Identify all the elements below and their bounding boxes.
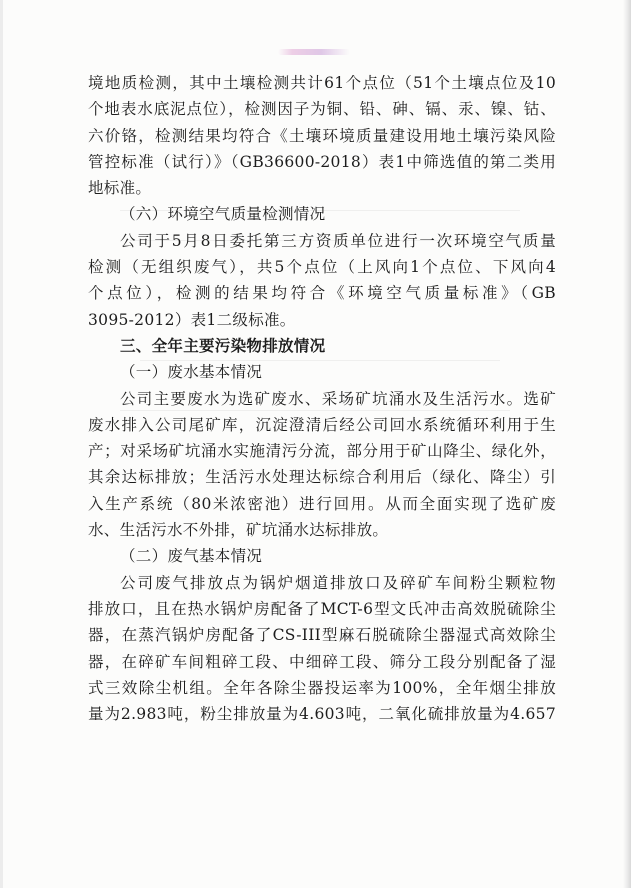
text-line: 3095-2012）表1二级标准。 bbox=[88, 310, 296, 329]
text-line: 六价铬，检测结果均符合《土壤环境质量建设用地土壤污染风险 bbox=[88, 126, 556, 145]
text-line: 公司废气排放点为锅炉烟道排放口及碎矿车间粉尘颗粒物 bbox=[120, 573, 556, 592]
section-heading-wastewater: （一）废水基本情况 bbox=[120, 363, 263, 382]
text-line: 器，在碎矿车间粗碎工段、中细碎工段、筛分工段分别配备了湿 bbox=[88, 652, 556, 671]
text-line: 入生产系统（80米浓密池）进行回用。从而全面实现了选矿废 bbox=[88, 494, 556, 513]
paragraph-air-testing bbox=[88, 228, 556, 333]
paragraph-waste-gas bbox=[88, 570, 556, 728]
text-line: 量为2.983吨，粉尘排放量为4.603吨，二氧化硫排放量为4.657 bbox=[88, 705, 556, 724]
text-line: 废水排入公司尾矿库，沉淀澄清后经公司回水系统循环利用于生 bbox=[88, 415, 556, 434]
text-line: 其余达标排放；生活污水处理达标综合利用后（绿化、降尘）引 bbox=[88, 468, 556, 487]
text-line: 个点位），检测的结果均符合《环境空气质量标准》（GB bbox=[88, 284, 556, 303]
text-line: 器，在蒸汽锅炉房配备了CS-III型麻石脱硫除尘器湿式高效除尘 bbox=[88, 626, 556, 645]
header-seal-mark bbox=[278, 49, 350, 55]
paragraph-soil-testing bbox=[88, 70, 556, 201]
scan-edge-left bbox=[0, 0, 3, 888]
document-body bbox=[88, 70, 556, 727]
text-line: 水、生活污水不外排，矿坑涌水达标排放。 bbox=[88, 521, 389, 540]
text-line: 公司主要废水为选矿废水、采场矿坑涌水及生活污水。选矿 bbox=[120, 389, 556, 408]
section-heading-waste-gas: （二）废气基本情况 bbox=[120, 547, 263, 566]
scan-edge-right bbox=[623, 0, 631, 888]
section-heading-air-quality: （六）环境空气质量检测情况 bbox=[120, 205, 326, 224]
text-line: 地标准。 bbox=[88, 179, 152, 198]
text-line: 排放口，且在热水锅炉房配备了MCT-6型文氏冲击高效脱硫除尘 bbox=[88, 599, 556, 618]
text-line: 管控标准（试行）》（GB36600-2018）表1中筛选值的第二类用 bbox=[88, 152, 556, 171]
text-line: 境地质检测，其中土壤检测共计61个点位（51个土壤点位及10 bbox=[88, 74, 556, 92]
text-line: 产；对采场矿坑涌水实施清污分流，部分用于矿山降尘、绿化外， bbox=[88, 442, 556, 461]
text-line: 检测（无组织废气），共5个点位（上风向1个点位、下风向4 bbox=[88, 258, 556, 277]
section-heading-pollutants: 三、全年主要污染物排放情况 bbox=[120, 336, 326, 355]
paragraph-wastewater bbox=[88, 386, 556, 544]
text-line: 公司于5月8日委托第三方资质单位进行一次环境空气质量 bbox=[120, 231, 556, 250]
text-line: 个地表水底泥点位），检测因子为铜、铅、砷、镉、汞、镍、钴、 bbox=[88, 100, 556, 119]
text-line: 式三效除尘机组。全年各除尘器投运率为100%，全年烟尘排放 bbox=[88, 678, 556, 697]
